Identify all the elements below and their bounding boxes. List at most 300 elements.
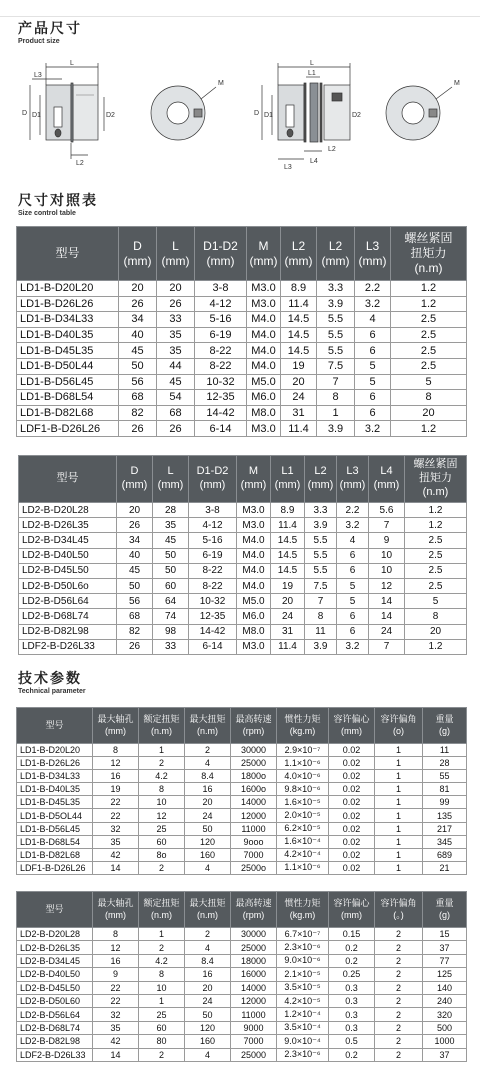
table-cell: 0.02 xyxy=(329,861,375,874)
table-cell: 24 xyxy=(369,624,405,639)
table-cell: 14.5 xyxy=(281,312,317,328)
table-cell: 8 xyxy=(305,609,337,624)
table-cell: 11.4 xyxy=(281,421,317,437)
table-cell: 32 xyxy=(93,1008,139,1021)
table-cell: 1800o xyxy=(231,770,277,783)
section-title-size-table: 尺寸对照表 xyxy=(18,192,98,208)
table-cell: M4.0 xyxy=(237,563,271,578)
table-cell: 6-14 xyxy=(195,421,247,437)
table-row xyxy=(17,1021,467,1034)
model-cell: LD1-B-D56L45 xyxy=(17,374,119,390)
column-header: 螺丝紧固 扭矩力 (n.m) xyxy=(405,456,467,503)
model-cell: LD2-B-D82L98 xyxy=(19,624,117,639)
table-cell: 0.3 xyxy=(329,1008,375,1021)
column-header: 容许偏心 (mm) xyxy=(329,708,375,744)
table-cell: 30000 xyxy=(231,928,277,941)
table-cell: 5 xyxy=(405,594,467,609)
table-cell: 0.3 xyxy=(329,981,375,994)
model-cell: LD1-B-D45L35 xyxy=(17,796,93,809)
table-cell: 98 xyxy=(153,624,189,639)
table-cell: 4 xyxy=(337,533,369,548)
column-header: 型号 xyxy=(17,708,93,744)
table-cell: 20 xyxy=(157,281,195,297)
table-cell: 11.4 xyxy=(271,518,305,533)
table-row xyxy=(17,281,467,297)
model-cell: LD2-B-D45L50 xyxy=(17,981,93,994)
table-row xyxy=(17,343,467,359)
model-cell: LD1-B-D56L45 xyxy=(17,822,93,835)
table-cell: 0.2 xyxy=(329,954,375,967)
table-cell: 20 xyxy=(281,374,317,390)
table-cell: 1 xyxy=(375,822,423,835)
table-cell: M4.0 xyxy=(237,578,271,593)
table-cell: 0.15 xyxy=(329,928,375,941)
model-cell: LD1-B-D82L68 xyxy=(17,848,93,861)
table-cell: 3.9 xyxy=(305,639,337,654)
table-cell: 74 xyxy=(153,609,189,624)
tech-table-ld2 xyxy=(16,891,467,1062)
table-cell: 3.2 xyxy=(337,639,369,654)
table-cell: 1 xyxy=(317,405,355,421)
table-cell: 11.4 xyxy=(281,296,317,312)
table-cell: 3.2 xyxy=(355,296,391,312)
table-cell: 2.2 xyxy=(337,503,369,518)
table-cell: 55 xyxy=(423,770,467,783)
table-cell: 14.5 xyxy=(271,563,305,578)
table-cell: 11000 xyxy=(231,822,277,835)
table-cell: 8o xyxy=(139,848,185,861)
table-cell: 2.1×10⁻⁵ xyxy=(277,968,329,981)
dim-label-l2: L2 xyxy=(328,146,336,153)
table-cell: 12 xyxy=(369,578,405,593)
model-cell: LDF1-B-D26L26 xyxy=(17,861,93,874)
table-cell: 8.9 xyxy=(271,503,305,518)
table-cell: 35 xyxy=(93,1021,139,1034)
table-row xyxy=(17,374,467,390)
table-cell: M4.0 xyxy=(247,358,281,374)
table-row xyxy=(17,848,467,861)
table-cell: 7 xyxy=(305,594,337,609)
table-cell: 5 xyxy=(391,374,467,390)
table-cell: 68 xyxy=(117,609,153,624)
table-cell: 4 xyxy=(355,312,391,328)
table-cell: 5 xyxy=(355,358,391,374)
table-cell: 5.5 xyxy=(305,548,337,563)
table-cell: 22 xyxy=(93,981,139,994)
dim-label-l: L xyxy=(310,60,314,67)
column-header: 最大扭矩 (n.m) xyxy=(185,892,231,928)
table-cell: 2.2 xyxy=(355,281,391,297)
table-cell: 8-22 xyxy=(189,563,237,578)
table-cell: 18000 xyxy=(231,954,277,967)
column-header: L2 (mm) xyxy=(305,456,337,503)
table-cell: M5.0 xyxy=(237,594,271,609)
column-header: 额定扭矩 (n.m) xyxy=(139,892,185,928)
table-cell: M4.0 xyxy=(237,548,271,563)
table-cell: 500 xyxy=(423,1021,467,1034)
table-cell: 11.4 xyxy=(271,639,305,654)
table-cell: 320 xyxy=(423,1008,467,1021)
column-header: 惯性力矩 (kg.m) xyxy=(277,892,329,928)
table-cell: 37 xyxy=(423,1048,467,1061)
dim-label-d1: D1 xyxy=(264,112,273,119)
table-cell: 6 xyxy=(355,390,391,406)
table-cell: M3.0 xyxy=(237,518,271,533)
table-cell: 3.9 xyxy=(317,421,355,437)
table-cell: M3.0 xyxy=(247,296,281,312)
section-title-tech: 技术参数 xyxy=(18,670,82,686)
table-cell: 37 xyxy=(423,941,467,954)
table-cell: 14 xyxy=(369,609,405,624)
table-cell: M4.0 xyxy=(247,343,281,359)
model-cell: LD1-B-D40L35 xyxy=(17,783,93,796)
table-cell: 6 xyxy=(355,327,391,343)
table-cell: 54 xyxy=(157,390,195,406)
table-row xyxy=(17,941,467,954)
table-cell: 24 xyxy=(185,994,231,1007)
table-cell: 1600o xyxy=(231,783,277,796)
table-cell: 5.5 xyxy=(317,327,355,343)
table-cell: 99 xyxy=(423,796,467,809)
column-header: 容许偏角 (。) xyxy=(375,892,423,928)
table-row xyxy=(17,390,467,406)
size-table-ld1 xyxy=(16,226,467,437)
table-cell: 26 xyxy=(157,421,195,437)
table-cell: 135 xyxy=(423,809,467,822)
table-cell: 2 xyxy=(375,981,423,994)
table-cell: 10 xyxy=(139,981,185,994)
table-cell: 11 xyxy=(423,744,467,757)
table-cell: 4 xyxy=(185,757,231,770)
table-cell: 60 xyxy=(153,578,189,593)
table-cell: 14-42 xyxy=(195,405,247,421)
table-cell: 3.5×10⁻⁵ xyxy=(277,981,329,994)
table-cell: 3-8 xyxy=(195,281,247,297)
table-cell: 6-14 xyxy=(189,639,237,654)
model-cell: LDF1-B-D26L26 xyxy=(17,421,119,437)
dim-label-m: M xyxy=(454,80,460,87)
table-cell: 20 xyxy=(185,981,231,994)
table-cell: 56 xyxy=(117,594,153,609)
table-cell: 1.2 xyxy=(391,281,467,297)
table-row xyxy=(17,744,467,757)
table-row xyxy=(17,809,467,822)
table-cell: 10 xyxy=(369,548,405,563)
tech-table-ld1 xyxy=(16,707,467,875)
table-cell: 22 xyxy=(93,994,139,1007)
table-cell: 68 xyxy=(157,405,195,421)
table-cell: 0.02 xyxy=(329,783,375,796)
table-cell: 2.0×10⁻⁵ xyxy=(277,809,329,822)
model-cell: LD2-B-D26L35 xyxy=(17,941,93,954)
table-cell: 12-35 xyxy=(189,609,237,624)
table-cell: 160 xyxy=(185,1035,231,1048)
table-cell: 1 xyxy=(375,809,423,822)
model-cell: LD2-B-D34L45 xyxy=(19,533,117,548)
table-row xyxy=(17,954,467,967)
table-cell: 12000 xyxy=(231,994,277,1007)
table-cell: 35 xyxy=(93,835,139,848)
column-header: L2 (mm) xyxy=(317,227,355,281)
table-cell: 9000 xyxy=(231,1021,277,1034)
table-cell: 20 xyxy=(271,594,305,609)
column-header: L3 (mm) xyxy=(337,456,369,503)
table-cell: M6.0 xyxy=(237,609,271,624)
table-cell: 1.2 xyxy=(405,639,467,654)
table-cell: 2 xyxy=(375,1035,423,1048)
table-cell: 5.5 xyxy=(317,312,355,328)
table-cell: 0.2 xyxy=(329,941,375,954)
table-cell: 12000 xyxy=(231,809,277,822)
table-row xyxy=(19,624,467,639)
table-cell: 40 xyxy=(117,548,153,563)
table-cell: 1 xyxy=(139,744,185,757)
table-cell: 16 xyxy=(93,770,139,783)
table-cell: 24 xyxy=(185,809,231,822)
column-header: D (mm) xyxy=(117,456,153,503)
table-row xyxy=(19,578,467,593)
table-cell: 5.5 xyxy=(305,563,337,578)
model-cell: LD1-B-D20L20 xyxy=(17,281,119,297)
table-row xyxy=(17,770,467,783)
table-cell: 9 xyxy=(93,968,139,981)
table-row xyxy=(19,503,467,518)
column-header: L1 (mm) xyxy=(271,456,305,503)
model-cell: LD2-B-D20L28 xyxy=(19,503,117,518)
table-cell: 11 xyxy=(305,624,337,639)
column-header: L3 (mm) xyxy=(355,227,391,281)
table-cell: M6.0 xyxy=(247,390,281,406)
model-cell: LD2-B-D68L74 xyxy=(19,609,117,624)
table-cell: 0.2 xyxy=(329,1048,375,1061)
table-cell: 11000 xyxy=(231,1008,277,1021)
table-cell: 3.5×10⁻⁴ xyxy=(277,1021,329,1034)
table-cell: 82 xyxy=(117,624,153,639)
table-cell: 1 xyxy=(375,835,423,848)
column-header: 额定扭矩 (n.m) xyxy=(139,708,185,744)
table-cell: 50 xyxy=(185,822,231,835)
table-cell: 30000 xyxy=(231,744,277,757)
table-cell: 14000 xyxy=(231,981,277,994)
table-cell: 64 xyxy=(153,594,189,609)
table-cell: 4 xyxy=(185,861,231,874)
table-cell: 25000 xyxy=(231,757,277,770)
section-subtitle-tech: Technical parameter xyxy=(18,688,86,695)
column-header: M (mm) xyxy=(247,227,281,281)
table-cell: 120 xyxy=(185,835,231,848)
table-cell: 2 xyxy=(375,954,423,967)
table-cell: 34 xyxy=(117,533,153,548)
table-cell: 7000 xyxy=(231,1035,277,1048)
table-cell: 1.1×10⁻⁶ xyxy=(277,861,329,874)
table-row xyxy=(19,639,467,654)
table-cell: 7000 xyxy=(231,848,277,861)
table-cell: 0.02 xyxy=(329,809,375,822)
table-cell: 5 xyxy=(337,578,369,593)
table-cell: 1.1×10⁻⁶ xyxy=(277,757,329,770)
table-cell: 12 xyxy=(139,809,185,822)
model-cell: LD2-B-D50L60 xyxy=(17,994,93,1007)
table-cell: 689 xyxy=(423,848,467,861)
column-header: 最高转速 (rpm) xyxy=(231,708,277,744)
table-cell: 60 xyxy=(139,835,185,848)
column-header: 容许偏心 (mm) xyxy=(329,892,375,928)
dim-label-d2: D2 xyxy=(106,112,115,119)
column-header: D1-D2 (mm) xyxy=(195,227,247,281)
table-cell: 82 xyxy=(119,405,157,421)
table-cell: 4 xyxy=(185,1048,231,1061)
table-cell: 50 xyxy=(153,548,189,563)
table-cell: 2.5 xyxy=(391,312,467,328)
table-cell: 22 xyxy=(93,796,139,809)
table-cell: 5.6 xyxy=(369,503,405,518)
table-cell: 32 xyxy=(93,822,139,835)
table-cell: 34 xyxy=(119,312,157,328)
column-header: 最大轴孔 (mm) xyxy=(93,708,139,744)
table-cell: 9ooo xyxy=(231,835,277,848)
dim-label-l3: L3 xyxy=(34,72,42,79)
table-cell: 5.5 xyxy=(317,343,355,359)
table-cell: 42 xyxy=(93,848,139,861)
table-row xyxy=(19,609,467,624)
table-row xyxy=(19,533,467,548)
model-cell: LD2-B-D26L35 xyxy=(19,518,117,533)
column-header: 螺丝紧固 扭矩力 (n.m) xyxy=(391,227,467,281)
table-cell: 1 xyxy=(375,744,423,757)
table-cell: 12-35 xyxy=(195,390,247,406)
table-cell: 14.5 xyxy=(271,533,305,548)
table-cell: 14.5 xyxy=(271,548,305,563)
table-cell: 4.0×10⁻⁶ xyxy=(277,770,329,783)
model-cell: LDF2-B-D26L33 xyxy=(17,1048,93,1061)
table-cell: 1.2×10⁻⁴ xyxy=(277,1008,329,1021)
table-cell: 31 xyxy=(271,624,305,639)
column-header: L4 (mm) xyxy=(369,456,405,503)
table-cell: 50 xyxy=(117,578,153,593)
table-cell: 1.2 xyxy=(391,421,467,437)
table-cell: 0.02 xyxy=(329,796,375,809)
table-cell: 4.2×10⁻⁴ xyxy=(277,848,329,861)
table-cell: 8 xyxy=(391,390,467,406)
table-cell: 25 xyxy=(139,822,185,835)
table-cell: 60 xyxy=(139,1021,185,1034)
table-cell: M3.0 xyxy=(247,421,281,437)
column-header: 重量 (g) xyxy=(423,708,467,744)
table-cell: 2 xyxy=(139,757,185,770)
table-cell: M4.0 xyxy=(247,327,281,343)
table-cell: 8-22 xyxy=(195,358,247,374)
column-header: D1-D2 (mm) xyxy=(189,456,237,503)
model-cell: LD1-B-D20L20 xyxy=(17,744,93,757)
model-cell: LD1-B-D40L35 xyxy=(17,327,119,343)
table-cell: 0.5 xyxy=(329,1035,375,1048)
table-cell: 45 xyxy=(117,563,153,578)
table-cell: 8 xyxy=(93,928,139,941)
table-row xyxy=(17,994,467,1007)
dim-label-l: L xyxy=(70,60,74,67)
table-cell: 4-12 xyxy=(195,296,247,312)
table-cell: 68 xyxy=(119,390,157,406)
table-cell: 33 xyxy=(153,639,189,654)
table-cell: 345 xyxy=(423,835,467,848)
table-cell: 14.5 xyxy=(281,327,317,343)
table-cell: 7.5 xyxy=(317,358,355,374)
table-cell: 1 xyxy=(139,994,185,1007)
table-cell: 16 xyxy=(185,783,231,796)
table-cell: 8.9 xyxy=(281,281,317,297)
model-cell: LD1-B-D34L33 xyxy=(17,312,119,328)
table-cell: 6 xyxy=(337,548,369,563)
table-row xyxy=(19,563,467,578)
dim-label-d2: D2 xyxy=(352,112,361,119)
table-cell: 0.02 xyxy=(329,770,375,783)
table-cell: 2500o xyxy=(231,861,277,874)
table-cell: 24 xyxy=(281,390,317,406)
table-cell: 42 xyxy=(93,1035,139,1048)
table-cell: 2 xyxy=(139,861,185,874)
table-row xyxy=(17,968,467,981)
table-cell: 44 xyxy=(157,358,195,374)
table-cell: 12 xyxy=(93,757,139,770)
table-row xyxy=(17,861,467,874)
table-cell: 21 xyxy=(423,861,467,874)
model-cell: LD1-B-D50L44 xyxy=(17,358,119,374)
table-row xyxy=(17,783,467,796)
size-table-ld2 xyxy=(18,455,467,655)
table-cell: 217 xyxy=(423,822,467,835)
table-cell: 35 xyxy=(153,518,189,533)
column-header: L2 (mm) xyxy=(281,227,317,281)
table-cell: 4-12 xyxy=(189,518,237,533)
table-row xyxy=(19,594,467,609)
table-cell: 20 xyxy=(117,503,153,518)
table-cell: 140 xyxy=(423,981,467,994)
table-cell: M3.0 xyxy=(237,639,271,654)
table-cell: M3.0 xyxy=(247,281,281,297)
table-cell: 2 xyxy=(375,1008,423,1021)
table-cell: 1 xyxy=(375,783,423,796)
table-cell: 2 xyxy=(375,968,423,981)
table-cell: 2.5 xyxy=(405,533,467,548)
table-cell: 6.7×10⁻⁷ xyxy=(277,928,329,941)
table-cell: 2 xyxy=(375,928,423,941)
table-cell: 9.8×10⁻⁶ xyxy=(277,783,329,796)
table-cell: 16 xyxy=(185,968,231,981)
table-cell: 19 xyxy=(93,783,139,796)
column-header: 最大轴孔 (mm) xyxy=(93,892,139,928)
table-cell: 4.2×10⁻⁵ xyxy=(277,994,329,1007)
model-cell: LD2-B-D68L74 xyxy=(17,1021,93,1034)
table-cell: 2 xyxy=(139,1048,185,1061)
table-cell: 4.2 xyxy=(139,770,185,783)
model-cell: LD2-B-D20L28 xyxy=(17,928,93,941)
column-header: 型号 xyxy=(19,456,117,503)
table-cell: 2.9×10⁻⁷ xyxy=(277,744,329,757)
table-cell: 0.3 xyxy=(329,1021,375,1034)
table-cell: 25000 xyxy=(231,1048,277,1061)
table-cell: 9 xyxy=(369,533,405,548)
model-cell: LD1-B-D68L54 xyxy=(17,835,93,848)
table-cell: 25000 xyxy=(231,941,277,954)
table-cell: 1.2 xyxy=(405,503,467,518)
column-header: 型号 xyxy=(17,892,93,928)
dim-label-l2: L2 xyxy=(76,160,84,167)
table-cell: 45 xyxy=(153,533,189,548)
table-cell: 7 xyxy=(369,518,405,533)
table-row xyxy=(17,1048,467,1061)
table-cell: 1.6×10⁻⁴ xyxy=(277,835,329,848)
table-cell: 25 xyxy=(139,1008,185,1021)
